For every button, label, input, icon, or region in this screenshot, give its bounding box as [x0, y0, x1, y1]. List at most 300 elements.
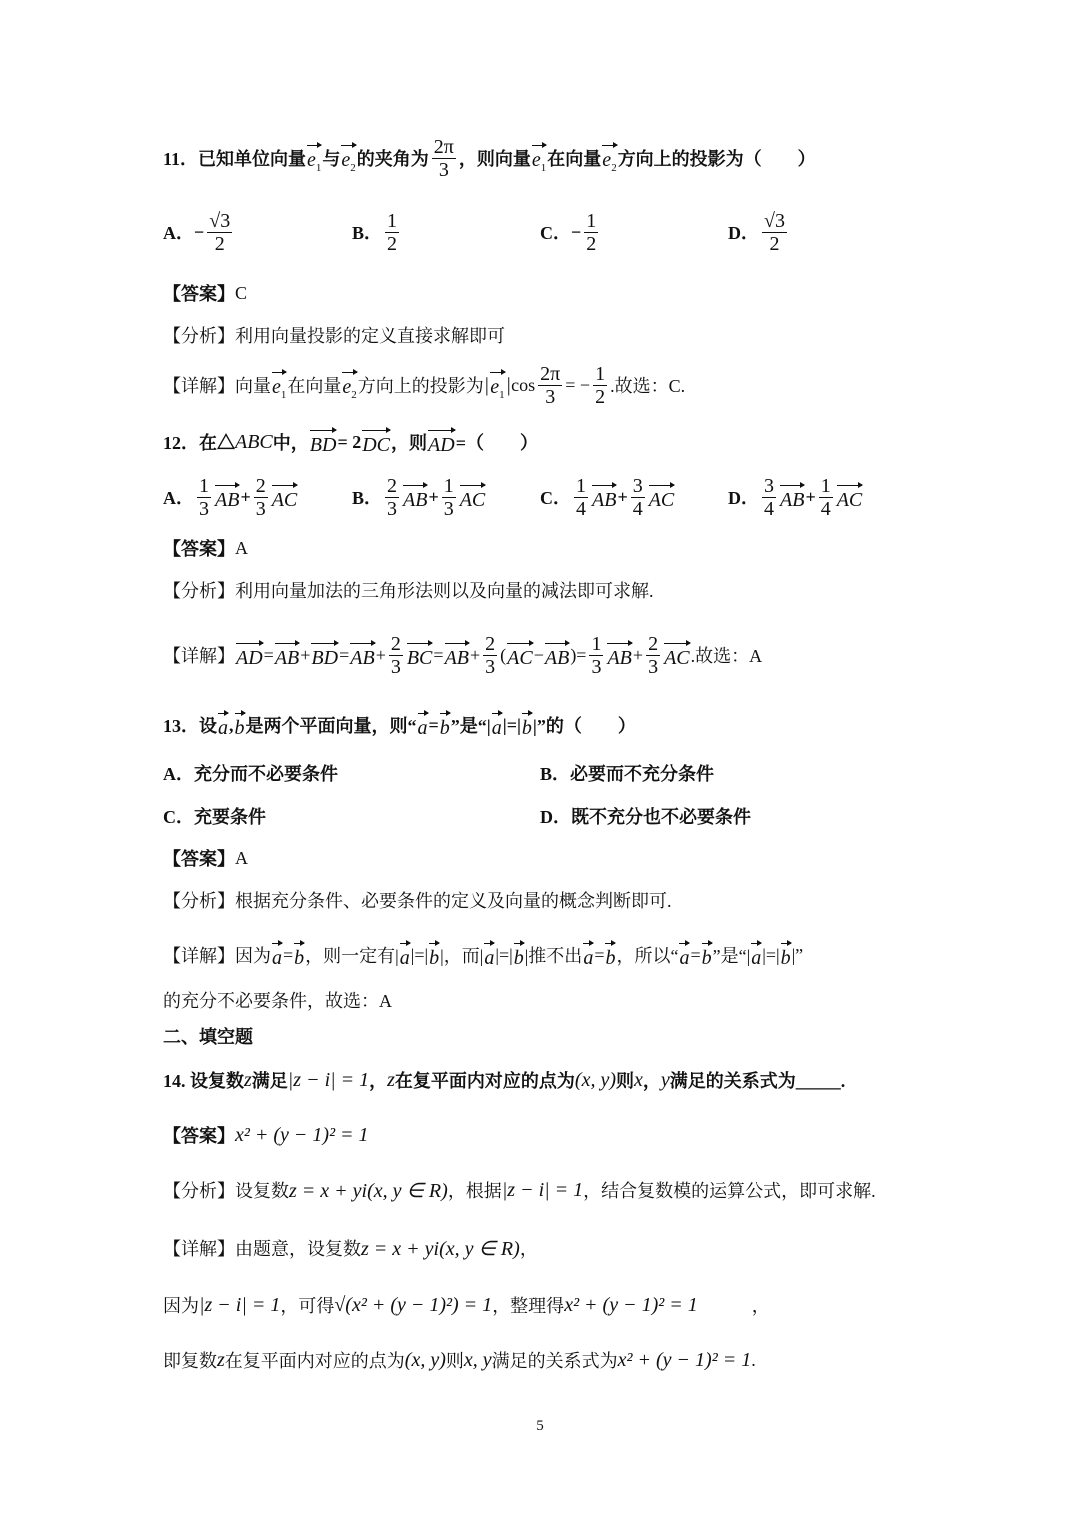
math-expression: z = x + yi(x, y ∈ R) [361, 1237, 520, 1260]
vector [781, 941, 791, 970]
text: |” [791, 944, 804, 965]
text-line [163, 355, 930, 415]
vector-name: AD [428, 433, 455, 456]
vector [218, 711, 228, 740]
text: 方向上的投影为（ ） [617, 149, 816, 169]
vector-subscript: 2 [351, 388, 357, 401]
line-content [163, 1347, 756, 1373]
vector [484, 941, 494, 970]
text: ( [500, 644, 507, 665]
vector [649, 483, 675, 512]
vector-name: e [307, 148, 316, 171]
vector-name: a [484, 946, 495, 969]
line-content [163, 280, 247, 306]
vector-name: e [490, 375, 500, 398]
numerator: 2 [255, 474, 266, 497]
math-expression: x [634, 1068, 643, 1091]
vector-name: b [701, 946, 712, 969]
text: |=| [410, 944, 429, 965]
vector [664, 641, 690, 670]
fraction [819, 475, 833, 520]
text: 11．已知单位向量 [163, 149, 307, 169]
denominator: 2 [769, 232, 780, 255]
vector-name: e [272, 375, 281, 398]
vector-name: a [218, 716, 228, 739]
text: + [300, 644, 311, 665]
vector [490, 370, 504, 401]
vector [428, 428, 455, 457]
vector-name: AD [236, 646, 263, 669]
vector-name: AC [507, 646, 533, 669]
vector [514, 941, 524, 970]
line-content [163, 845, 248, 871]
text: |推不出 [524, 946, 583, 966]
text: ，则 [391, 433, 428, 453]
vector [215, 483, 239, 512]
option [728, 210, 790, 255]
vector-name: a [491, 716, 502, 739]
text: ， [642, 1071, 661, 1091]
text: |”的（ ） [532, 716, 636, 736]
vector-name: AB [544, 646, 570, 669]
denominator: 3 [648, 655, 659, 678]
text: + [375, 644, 386, 665]
denominator: 3 [485, 655, 496, 678]
text: 则 [616, 1071, 634, 1091]
fraction [762, 210, 787, 255]
numerator: 1 [820, 474, 831, 497]
vector-name: b [521, 716, 532, 739]
vector-subscript: 1 [315, 161, 322, 174]
text: C．充要条件 [163, 807, 266, 827]
text-line [163, 870, 930, 930]
vector [341, 143, 355, 174]
text: − [533, 644, 544, 665]
text: ”是“| [450, 716, 491, 736]
text: A． [163, 223, 194, 243]
label: 【答案】 [163, 1126, 235, 1146]
text: A [235, 537, 248, 558]
math-expression: x² + (y − 1)² = 1 [235, 1123, 369, 1146]
vector-name: BC [406, 646, 433, 669]
math-expression: |z − i| = 1 [199, 1293, 281, 1316]
text: = [594, 944, 605, 965]
vector-name: a [751, 946, 762, 969]
vector [507, 641, 533, 670]
vector [702, 941, 712, 970]
math-expression: | [505, 373, 512, 396]
text: = [690, 944, 701, 965]
vector-name: a [417, 716, 428, 739]
denominator: 4 [576, 497, 586, 520]
text: A．充分而不必要条件 [163, 764, 338, 784]
vector-name: e [341, 148, 351, 171]
text-line [163, 1105, 930, 1165]
page-number: 5 [536, 1418, 544, 1434]
vector-name: a [399, 946, 410, 969]
text: )= [570, 644, 587, 665]
vector [418, 711, 428, 740]
vector [460, 483, 486, 512]
text: cos [511, 374, 536, 395]
vector [532, 143, 546, 174]
text: = [339, 644, 350, 665]
text-line [163, 1160, 930, 1220]
text: .故选：A [690, 646, 763, 666]
option [352, 210, 402, 255]
vector-name: b [429, 946, 440, 969]
option [163, 803, 266, 829]
numerator: √3 [209, 209, 231, 232]
text: ，则一定有| [305, 946, 399, 966]
text: |=| [495, 944, 513, 965]
text: 【分析】设复数 [163, 1181, 289, 1201]
text: = − [565, 374, 591, 395]
math-expression: z = x + yi(x, y ∈ R) [289, 1179, 448, 1202]
text: = [428, 714, 439, 735]
text: ，可得 [280, 1296, 335, 1316]
numerator: √3 [764, 209, 785, 232]
fraction [432, 136, 456, 181]
numerator: 1 [595, 362, 606, 385]
text: 的充分不必要条件，故选：A [163, 991, 392, 1011]
text: C [235, 282, 248, 303]
text: 满足的关系式为 [491, 1351, 618, 1371]
vector [307, 143, 321, 174]
vector [272, 483, 298, 512]
numerator: 1 [576, 474, 586, 497]
vector [592, 483, 616, 512]
text: 在向量 [287, 376, 342, 396]
math-expression: (x, y) [574, 1068, 616, 1091]
fraction [254, 475, 268, 520]
text: , [229, 714, 234, 735]
vector [311, 641, 338, 670]
math-expression: (x, y) [404, 1348, 446, 1371]
vector-name: e [342, 375, 352, 398]
vector-name: AC [271, 488, 298, 511]
option [163, 475, 298, 520]
fraction [593, 363, 607, 408]
text: ，则向量 [458, 149, 531, 169]
vector [342, 370, 356, 401]
numerator: 2 [485, 632, 496, 655]
option [728, 475, 863, 520]
fraction [207, 210, 232, 255]
text: 与 [322, 149, 341, 169]
denominator: 3 [387, 497, 398, 520]
math-expression: z [244, 1068, 252, 1091]
vector [445, 641, 469, 670]
text: = 2 [337, 431, 362, 452]
text: ， [697, 1296, 770, 1316]
vector-subscript: 1 [540, 161, 547, 174]
fraction [631, 475, 645, 520]
text: 因为 [163, 1296, 199, 1316]
vector-name: BD [311, 646, 339, 669]
text: − [571, 221, 582, 242]
text: 12．在△ [163, 433, 235, 453]
vector [837, 483, 863, 512]
text: 满足的关系式为_____. [669, 1071, 846, 1091]
fraction [589, 633, 603, 678]
text-line [163, 560, 930, 620]
text: 【分析】利用向量投影的定义直接求解即可 [163, 326, 505, 346]
text: 13．设 [163, 716, 217, 736]
text: 是两个平面向量，则“ [245, 716, 417, 736]
vector [236, 641, 263, 670]
vector [605, 941, 615, 970]
vector-name: b [780, 946, 791, 969]
text: |，而| [440, 946, 484, 966]
denominator: 4 [764, 497, 774, 520]
label: 【答案】 [163, 849, 235, 869]
text: + [240, 486, 251, 507]
text-line [163, 1050, 930, 1110]
text: + [617, 486, 628, 507]
line-content [163, 577, 654, 603]
vector [780, 483, 804, 512]
text: = [283, 944, 294, 965]
text: ，根据 [447, 1181, 502, 1201]
line-content [163, 711, 636, 740]
vector [310, 428, 337, 457]
line-content [163, 941, 803, 970]
text: 中， [272, 433, 309, 453]
text: = [433, 644, 444, 665]
fraction [574, 475, 588, 520]
vector-name: AC [459, 488, 486, 511]
vector [545, 641, 569, 670]
text: . [751, 1349, 756, 1370]
text: 在向量 [547, 149, 602, 169]
vector [403, 483, 427, 512]
text: ，结合复数模的运算公式，即可求解. [583, 1181, 876, 1201]
text: D． [728, 488, 759, 508]
vector-name: AB [215, 488, 240, 511]
vector [429, 941, 439, 970]
option [352, 475, 486, 520]
fraction [389, 633, 403, 678]
text: 【详解】因为 [163, 946, 271, 966]
line-content [163, 1067, 845, 1093]
text: B． [352, 488, 383, 508]
denominator: 3 [545, 385, 556, 408]
math-expression: y [660, 1068, 670, 1091]
math-expression: z [217, 1348, 225, 1371]
vector-name: a [583, 946, 594, 969]
numerator: 2π [433, 135, 454, 158]
vector-name: AB [780, 488, 805, 511]
text-line [163, 1275, 930, 1335]
text: 在复平面内对应的点为 [224, 1351, 405, 1371]
vector-name: a [679, 946, 690, 969]
text-line [163, 412, 930, 472]
math-expression: x² + (y − 1)² = 1 [617, 1348, 752, 1371]
option [540, 760, 714, 786]
numerator: 1 [387, 209, 398, 232]
text-line [163, 1330, 930, 1390]
denominator: 3 [443, 497, 454, 520]
text: B． [352, 223, 383, 243]
text: = [263, 644, 274, 665]
vector [522, 711, 532, 740]
numerator: 1 [586, 209, 597, 232]
fraction [385, 210, 399, 255]
vector-subscript: 1 [499, 388, 505, 401]
denominator: 2 [214, 232, 225, 255]
vector [583, 941, 593, 970]
numerator: 2 [390, 632, 401, 655]
label: 【答案】 [163, 284, 235, 304]
text: .故选：C. [610, 376, 686, 396]
text-line [163, 625, 930, 685]
fraction [538, 363, 562, 408]
numerator: 2 [387, 474, 398, 497]
math-expression: z [387, 1068, 395, 1091]
text-line [163, 128, 930, 188]
text: 二、填空题 [163, 1027, 253, 1047]
line-content [163, 1177, 876, 1203]
numerator: 2 [648, 632, 659, 655]
vector-subscript: 2 [611, 161, 617, 174]
denominator: 3 [255, 497, 266, 520]
vector [275, 641, 299, 670]
vector-name: a [272, 946, 282, 969]
math-expression: x² + (y − 1)² = 1 [564, 1293, 698, 1316]
line-content [163, 887, 672, 913]
line-content [163, 1235, 538, 1261]
vector [440, 711, 450, 740]
option [163, 210, 235, 255]
fraction [442, 475, 456, 520]
denominator: 2 [387, 232, 398, 255]
denominator: 4 [820, 497, 831, 520]
text: C． [540, 223, 571, 243]
text: ”是“| [712, 946, 751, 966]
text: |=| [762, 944, 780, 965]
denominator: 2 [586, 232, 597, 255]
line-content [163, 1023, 253, 1049]
vector-name: DC [362, 433, 391, 456]
fraction [197, 475, 211, 520]
text: 14. 设复数 [163, 1071, 244, 1091]
denominator: 3 [591, 655, 602, 678]
math-expression: ABC [235, 430, 273, 453]
vector-name: e [602, 148, 612, 171]
vector-name: AB [274, 646, 300, 669]
line-content [163, 428, 538, 457]
text: 方向上的投影为 [357, 376, 484, 396]
vector [407, 641, 433, 670]
text: − [194, 221, 205, 242]
numerator: 3 [632, 474, 643, 497]
text-line [163, 1218, 930, 1278]
denominator: 3 [390, 655, 401, 678]
text: A [235, 847, 248, 868]
vector [400, 941, 410, 970]
line-content [163, 322, 505, 348]
numerator: 1 [591, 632, 602, 655]
vector-name: AB [592, 488, 617, 511]
vector-subscript: 2 [350, 161, 356, 174]
text: ， [369, 1071, 388, 1091]
vector-name: BD [309, 433, 337, 456]
numerator: 1 [199, 474, 209, 497]
vector-name: b [513, 946, 524, 969]
vector-name: AC [664, 646, 690, 669]
vector [294, 941, 304, 970]
text: 【详解】由题意，设复数 [163, 1239, 361, 1259]
option [540, 475, 675, 520]
math-expression: √(x² + (y − 1)²) = 1 [334, 1293, 493, 1316]
text: 【分析】利用向量加法的三角形法则以及向量的减法即可求解. [163, 581, 654, 601]
text: D．既不充分也不必要条件 [540, 807, 751, 827]
text: + [428, 486, 439, 507]
text-line [163, 202, 930, 262]
numerator: 3 [764, 474, 774, 497]
text: ，所以“ [616, 946, 679, 966]
option [540, 210, 601, 255]
fraction [385, 475, 399, 520]
text: 在复平面内对应的点为 [394, 1071, 575, 1091]
text: A． [163, 488, 194, 508]
fraction [584, 210, 598, 255]
vector-name: AB [444, 646, 469, 669]
vector-name: AB [607, 646, 632, 669]
vector-name: b [294, 946, 305, 969]
line-content [163, 1122, 369, 1148]
text: C． [540, 488, 571, 508]
vector [272, 370, 286, 401]
vector [751, 941, 761, 970]
denominator: 3 [438, 158, 449, 181]
fraction [483, 633, 497, 678]
line-content [163, 363, 685, 408]
math-expression: | [483, 373, 490, 396]
vector-name: AC [836, 488, 863, 511]
option [163, 760, 338, 786]
vector-subscript: 1 [280, 388, 287, 401]
vector-name: AB [403, 488, 428, 511]
line-content [163, 136, 816, 181]
fraction [646, 633, 660, 678]
text: 【详解】向量 [163, 376, 271, 396]
text: D． [728, 223, 759, 243]
text: 【分析】根据充分条件、必要条件的定义及向量的概念判断即可. [163, 891, 672, 911]
text: ， [519, 1239, 538, 1259]
math-expression: |z − i| = 1 [501, 1178, 584, 1201]
vector-name: e [531, 148, 541, 171]
vector-name: AC [648, 488, 675, 511]
text: 即复数 [163, 1351, 217, 1371]
vector [492, 711, 502, 740]
vector [350, 641, 374, 670]
vector-name: b [234, 716, 245, 739]
text: B．必要而不充分条件 [540, 764, 715, 784]
text: 【详解】 [163, 646, 235, 666]
vector-name: b [605, 946, 616, 969]
vector [272, 941, 282, 970]
numerator: 1 [443, 474, 454, 497]
text: =（ ） [455, 433, 538, 453]
text: + [470, 644, 481, 665]
vector-name: b [439, 716, 450, 739]
line-content [163, 1292, 770, 1318]
denominator: 3 [199, 497, 209, 520]
vector-name: AB [350, 646, 375, 669]
math-expression: |z − i| = 1 [287, 1068, 370, 1091]
